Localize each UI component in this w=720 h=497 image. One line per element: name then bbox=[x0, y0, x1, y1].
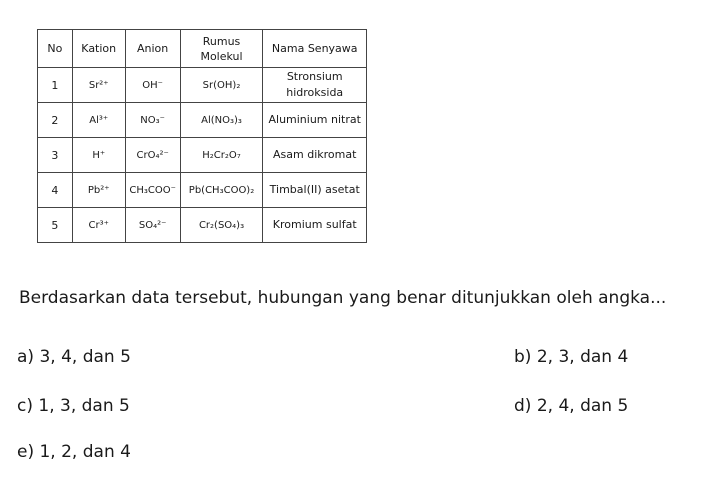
compound-table bbox=[37, 29, 367, 243]
cell-kation: H⁺ bbox=[72, 138, 125, 173]
header-anion: Anion bbox=[125, 30, 180, 68]
option-a[interactable]: a) 3, 4, dan 5 bbox=[17, 347, 131, 367]
cell-no: 3 bbox=[38, 138, 73, 173]
cell-nama: Stronsium hidroksida bbox=[263, 68, 367, 103]
table-header-row bbox=[38, 30, 367, 68]
cell-rumus: H₂Cr₂O₇ bbox=[180, 138, 263, 173]
cell-kation: Pb²⁺ bbox=[72, 173, 125, 208]
option-e[interactable]: e) 1, 2, dan 4 bbox=[17, 442, 131, 462]
table-row bbox=[38, 173, 367, 208]
option-c[interactable]: c) 1, 3, dan 5 bbox=[17, 396, 130, 416]
header-kation: Kation bbox=[72, 30, 125, 68]
cell-anion: NO₃⁻ bbox=[125, 103, 180, 138]
cell-anion: CrO₄²⁻ bbox=[125, 138, 180, 173]
cell-anion: SO₄²⁻ bbox=[125, 208, 180, 243]
cell-anion: OH⁻ bbox=[125, 68, 180, 103]
header-nama-senyawa: Nama Senyawa bbox=[263, 30, 367, 68]
option-d[interactable]: d) 2, 4, dan 5 bbox=[514, 396, 629, 416]
table-row bbox=[38, 208, 367, 243]
cell-rumus: Cr₂(SO₄)₃ bbox=[180, 208, 263, 243]
cell-no: 2 bbox=[38, 103, 73, 138]
cell-nama: Timbal(II) asetat bbox=[263, 173, 367, 208]
cell-anion: CH₃COO⁻ bbox=[125, 173, 180, 208]
cell-kation: Cr³⁺ bbox=[72, 208, 125, 243]
header-rumus-molekul: Rumus Molekul bbox=[180, 30, 263, 68]
question-text: Berdasarkan data tersebut, hubungan yang benar ditunjukkan oleh angka... bbox=[19, 288, 667, 308]
cell-nama: Aluminium nitrat bbox=[263, 103, 367, 138]
cell-rumus: Sr(OH)₂ bbox=[180, 68, 263, 103]
cell-no: 1 bbox=[38, 68, 73, 103]
header-no: No bbox=[38, 30, 73, 68]
cell-nama: Asam dikromat bbox=[263, 138, 367, 173]
table-row bbox=[38, 103, 367, 138]
cell-kation: Sr²⁺ bbox=[72, 68, 125, 103]
cell-kation: Al³⁺ bbox=[72, 103, 125, 138]
cell-nama: Kromium sulfat bbox=[263, 208, 367, 243]
cell-no: 5 bbox=[38, 208, 73, 243]
option-b[interactable]: b) 2, 3, dan 4 bbox=[514, 347, 629, 367]
cell-rumus: Pb(CH₃COO)₂ bbox=[180, 173, 263, 208]
table-row bbox=[38, 138, 367, 173]
cell-rumus: Al(NO₃)₃ bbox=[180, 103, 263, 138]
cell-no: 4 bbox=[38, 173, 73, 208]
table-row bbox=[38, 68, 367, 103]
